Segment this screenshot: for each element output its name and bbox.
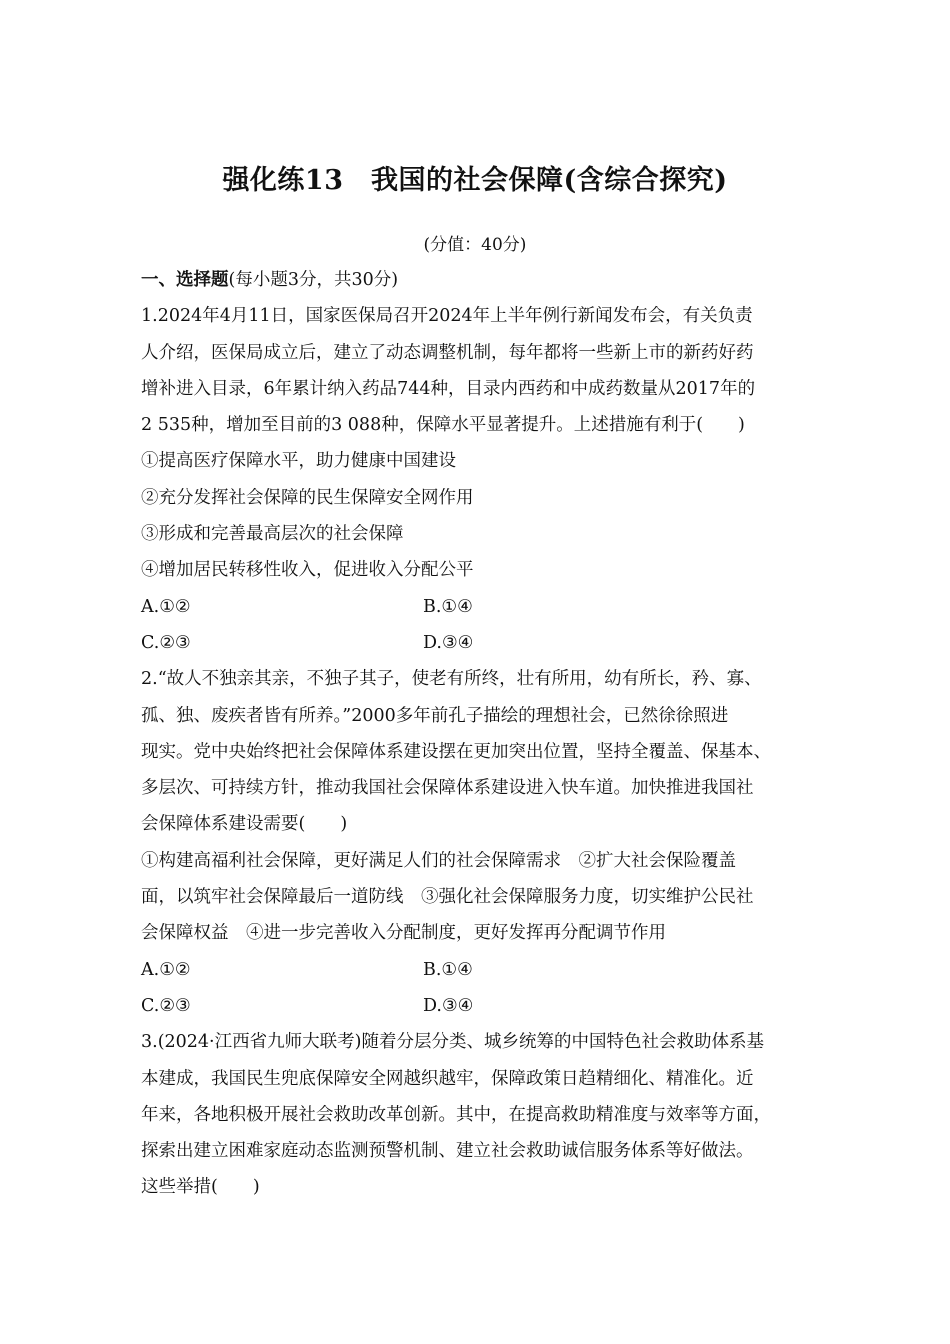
answer-option-c[interactable]: C.②③ — [141, 995, 191, 1016]
page-title: 强化练13 我国的社会保障(含综合探究) — [222, 165, 728, 196]
question-text-line: 会保障体系建设需要( ) — [141, 814, 348, 835]
section-note: (每小题3分，共30分) — [228, 270, 399, 290]
section-label: 一、选择题 — [141, 270, 229, 290]
answer-option-b[interactable]: B.①④ — [423, 596, 473, 617]
question-text-line: 3.(2024·江西省九师大联考)随着分层分类、城乡统筹的中国特色社会救助体系基 — [141, 1032, 764, 1053]
question-text-line: 多层次、可持续方针，推动我国社会保障体系建设进入快车道。加快推进我国社 — [141, 778, 754, 799]
answer-option-d[interactable]: D.③④ — [423, 995, 474, 1016]
score-note: (分值：40分) — [423, 235, 527, 255]
answer-options-row — [141, 589, 821, 625]
question-text-line: 增补进入目录，6年累计纳入药品744种，目录内西药和中成药数量从2017年的 — [141, 378, 756, 399]
statement-line: 面，以筑牢社会保障最后一道防线 ③强化社会保障服务力度，切实维护公民社 — [141, 887, 754, 908]
question-2 — [141, 661, 821, 1024]
statement-line: 会保障权益 ④进一步完善收入分配制度，更好发挥再分配调节作用 — [141, 923, 666, 944]
question-1 — [141, 298, 821, 661]
question-text-line: 探索出建立困难家庭动态监测预警机制、建立社会救助诚信服务体系等好做法。 — [141, 1141, 754, 1162]
answer-option-a[interactable]: A.①② — [141, 596, 191, 617]
answer-options-row — [141, 952, 821, 988]
statement-item: ④增加居民转移性收入，促进收入分配公平 — [141, 560, 474, 581]
question-text-line: 年来，各地积极开展社会救助改革创新。其中，在提高救助精准度与效率等方面， — [141, 1104, 771, 1125]
question-text-line: 2.“故人不独亲其亲，不独子其子，使老有所终，壮有所用，幼有所长，矜、寡、 — [141, 669, 762, 690]
section-heading — [141, 262, 821, 298]
answer-option-d[interactable]: D.③④ — [423, 632, 474, 653]
statement-item: ①提高医疗保障水平，助力健康中国建设 — [141, 451, 456, 472]
answer-options-row — [141, 988, 821, 1024]
statement-line: ①构建高福利社会保障，更好满足人们的社会保障需求 ②扩大社会保险覆盖 — [141, 850, 736, 871]
question-text-line: 这些举措( ) — [141, 1177, 260, 1198]
question-3 — [141, 1024, 821, 1205]
answer-option-c[interactable]: C.②③ — [141, 632, 191, 653]
statement-item: ③形成和完善最高层次的社会保障 — [141, 524, 404, 545]
answer-option-a[interactable]: A.①② — [141, 959, 191, 980]
question-text-line: 2 535种，增加至目前的3 088种，保障水平显著提升。上述措施有利于( ) — [141, 415, 745, 436]
question-text-line: 1.2024年4月11日，国家医保局召开2024年上半年例行新闻发布会，有关负责 — [141, 306, 753, 327]
answer-option-b[interactable]: B.①④ — [423, 959, 473, 980]
question-text-line: 现实。党中央始终把社会保障体系建设摆在更加突出位置，坚持全覆盖、保基本、 — [141, 741, 771, 762]
document-body — [141, 262, 821, 1206]
question-text-line: 人介绍，医保局成立后，建立了动态调整机制，每年都将一些新上市的新药好药 — [141, 342, 754, 363]
statement-item: ②充分发挥社会保障的民生保障安全网作用 — [141, 487, 474, 508]
answer-options-row — [141, 625, 821, 661]
question-text-line: 孤、独、废疾者皆有所养。”2000多年前孔子描绘的理想社会，已然徐徐照进 — [141, 705, 729, 726]
question-text-line: 本建成，我国民生兜底保障安全网越织越牢，保障政策日趋精细化、精准化。近 — [141, 1068, 754, 1089]
